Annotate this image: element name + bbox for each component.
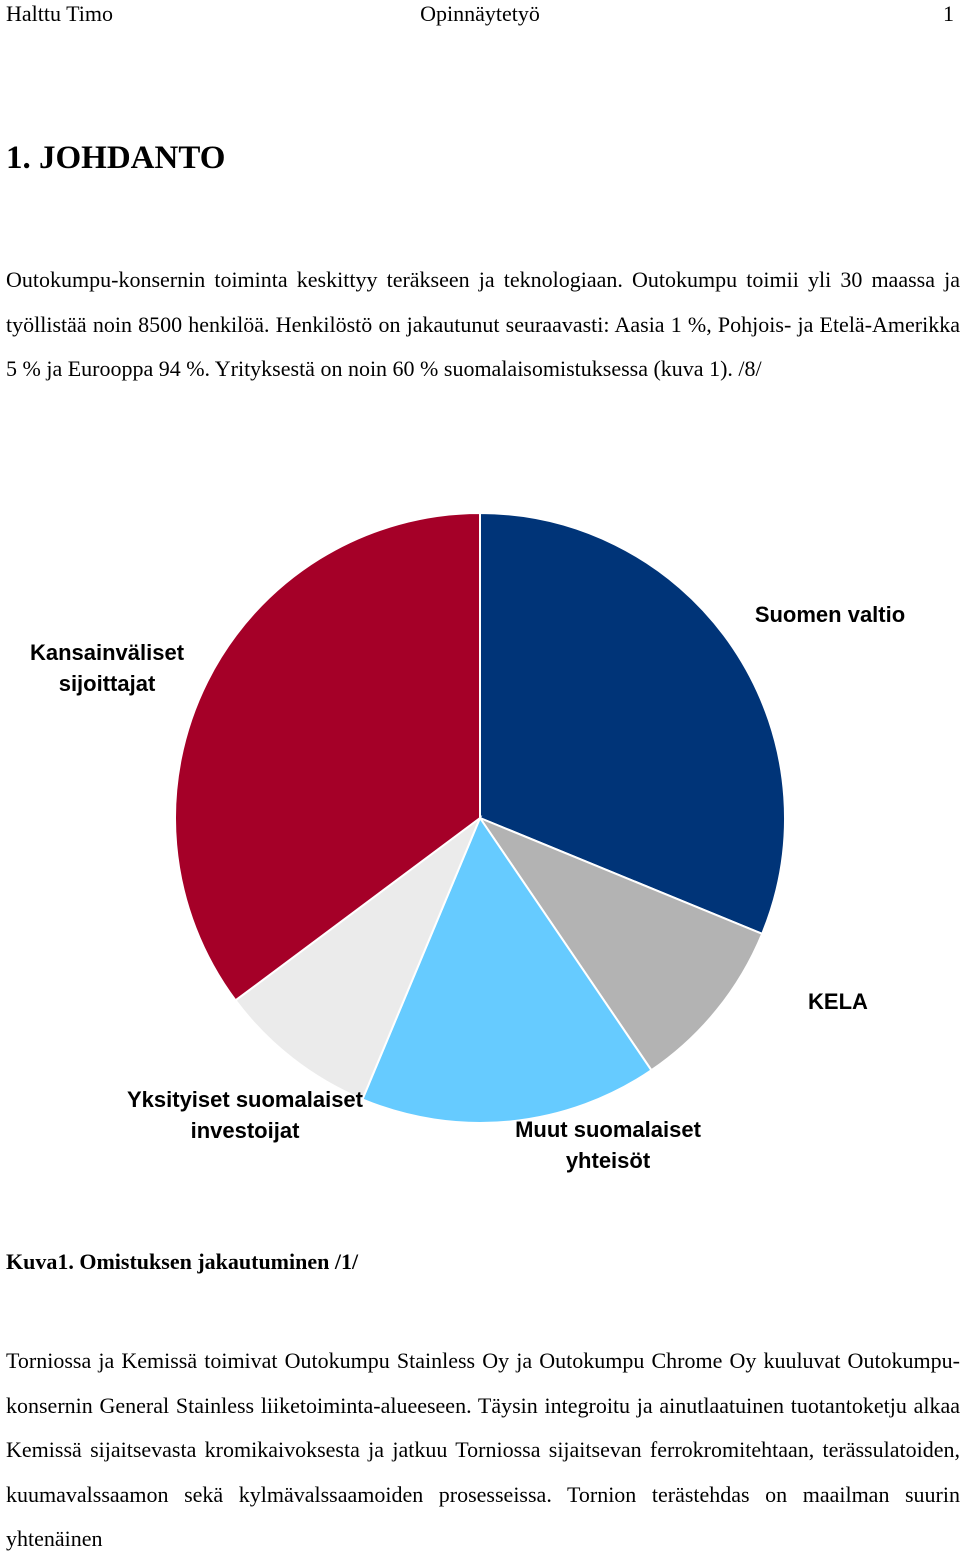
pie-label-line: sijoittajat xyxy=(58,671,156,696)
pie-label-line: yhteisöt xyxy=(565,1148,651,1173)
header-page-number: 1 xyxy=(943,1,954,26)
pie-label-line: Kansainväliset xyxy=(29,640,185,665)
intro-paragraph: Outokumpu-konsernin toiminta keskittyy teräkseen ja teknologiaan. Outokumpu toimii yli 30 maassa ja työllistää noin 8500 henkilöä. Henkilöstö on jakautunut seuraavasti: Aasia 1 %, Pohjois- ja Etelä-Amerikka 5 % ja Eurooppa 94 %. Yrityksestä on noin 60 % suomalaisomistuksessa (kuva 1). /8/ xyxy=(6,267,960,382)
pie-label-yksityiset-suomalaiset-investoijat xyxy=(127,1087,364,1143)
pie-label-line: Yksityiset suomalaiset xyxy=(126,1087,364,1112)
pie-label-muut-suomalaiset-yhteisot xyxy=(515,1117,701,1173)
pie-label-kansainvaliset-sijoittajat xyxy=(30,640,185,696)
pie-label-kela xyxy=(808,989,868,1014)
body-paragraph: Torniossa ja Kemissä toimivat Outokumpu Stainless Oy ja Outokumpu Chrome Oy kuuluvat Outokumpu-konsernin General Stainless liiketoiminta-alueeseen. Täysin integroitu ja ainutlaatuinen tuotantoketju alkaa Kemissä sijaitsevasta kromikaivoksesta ja jatkuu Torniossa sijaitsevan ferrokromitehtaan, terässulatoiden, kuumavalssaamon sekä kylmävalssaamoiden prosesseissa. Tornion terästehdas on maailman suurin yhtenäinen xyxy=(6,1348,960,1552)
header-author: Halttu Timo xyxy=(6,1,113,26)
pie-slices xyxy=(175,513,785,1123)
figure-caption: Kuva1. Omistuksen jakautuminen /1/ xyxy=(6,1249,359,1274)
pie-label-line: Suomen valtio xyxy=(754,602,906,627)
pie-label-suomen-valtio xyxy=(755,602,905,627)
pie-label-line: investoijat xyxy=(190,1118,300,1143)
pie-label-line: KELA xyxy=(808,989,868,1014)
section-title: 1. JOHDANTO xyxy=(6,140,226,176)
pie-label-line: Muut suomalaiset xyxy=(515,1117,701,1142)
header-doc-type: Opinnäytetyö xyxy=(420,1,540,26)
